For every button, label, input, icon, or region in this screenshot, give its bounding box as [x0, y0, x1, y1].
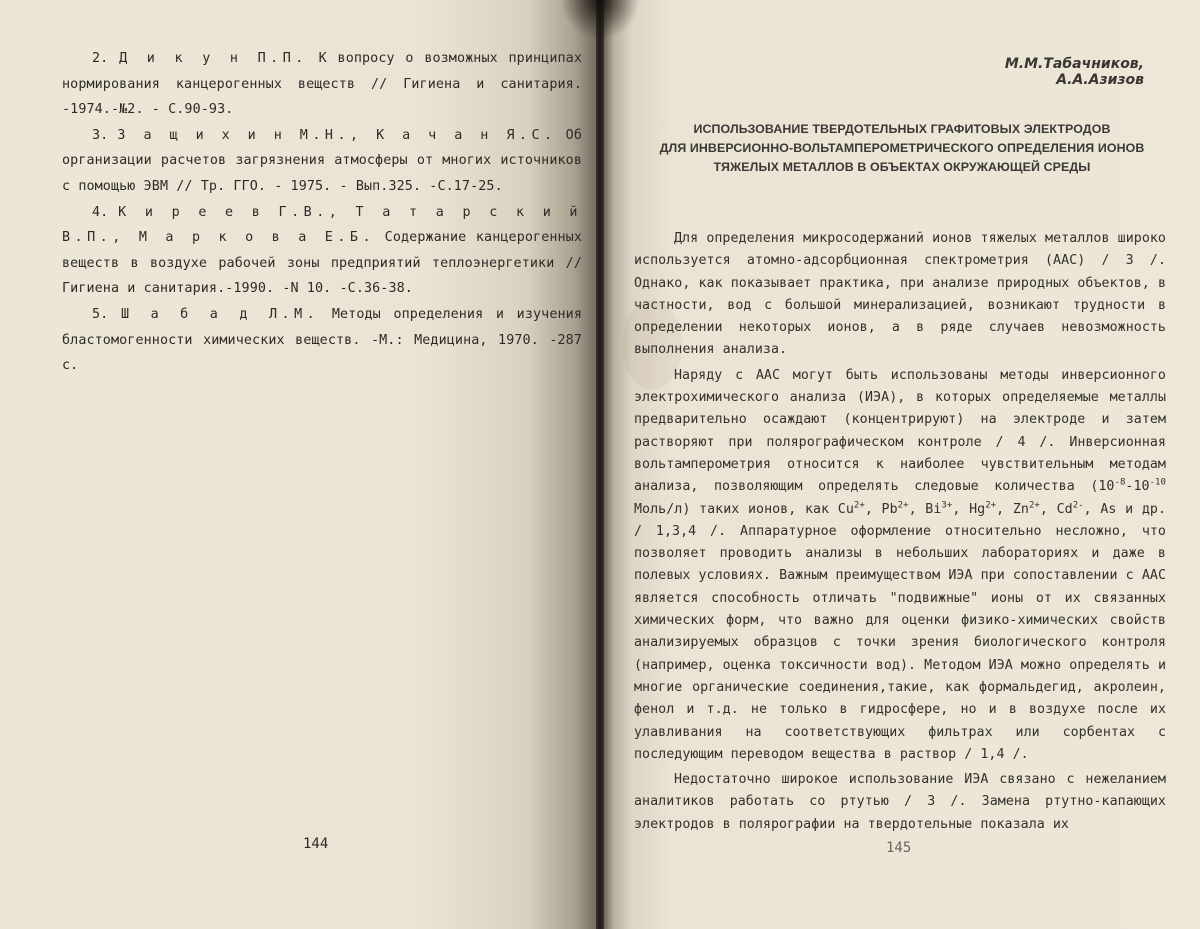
- reference-text: Методы определения и изучения бластомогенности химических веществ. -М.: Медицина, 1970. -287 с.: [62, 306, 582, 374]
- page-number-right: 145: [886, 840, 912, 856]
- page-number-left: 144: [303, 836, 329, 852]
- reference-item: 2. Д и к у н П.П. К вопросу о возможных принципах нормирования канцерогенных веществ // Гигиена и санитария. -1974.-№2. - С.90-93.: [62, 51, 582, 118]
- paragraph: Недостаточно широкое использование ИЭА связано с нежеланием аналитиков работать со ртутью / 3 /. Замена ртутно-капающих электродов в полярографии на твердотельные показала их: [634, 772, 1166, 832]
- reference-author: К и р е е в Г.В., Т а т а р с к и й В.П., М а р к о в а Е.Б.: [62, 204, 582, 246]
- gutter-shadow: [560, 0, 640, 40]
- article-body: [634, 228, 1166, 836]
- reference-author: Д и к у н П.П.: [119, 51, 308, 66]
- reference-author: З а щ и х и н М.Н., К а ч а н Я.С.: [117, 127, 557, 143]
- reference-author: Ш а б а д Л.М.: [120, 306, 320, 322]
- reference-text: Содержание канцерогенных веществ в воздухе рабочей зоны предприятий теплоэнергетики // Гигиена и санитария.-1990. -N 10. -С.36-38.: [62, 230, 583, 297]
- reference-list: [62, 46, 582, 379]
- reference-item: 5. Ш а б а д Л.М. Методы определения и изучения бластомогенности химических веществ. -М.: Медицина, 1970. -287 с.: [62, 306, 582, 374]
- title-line: ДЛЯ ИНВЕРСИОННО-ВОЛЬТАМПЕРОМЕТРИЧЕСКОГО ОПРЕДЕЛЕНИЯ ИОНОВ: [659, 141, 1145, 155]
- title-line: ТЯЖЕЛЫХ МЕТАЛЛОВ В ОБЪЕКТАХ ОКРУЖАЮЩЕЙ СРЕДЫ: [713, 160, 1091, 174]
- reference-text: Об организации расчетов загрязнения атмосферы от многих источников с помощью ЭВМ // Тр. ГГО. - 1975. - Вып.325. -С.17-25.: [62, 127, 582, 194]
- paragraph: Наряду с ААС могут быть использованы методы инверсионного электрохимического анализа (ИЭА), в которых определяемые металлы предварительно осаждают (концентрируют) на электроде и затем растворяют при полярографическом контроле / 4 /. Инверсионная вольтамперометрия относится к наиболее чувствительным методам анализа, позволяющим определять следовые количества ($10^{-8}-10^{-10}$ Моль/л) таких ионов, как $Cu^{2+}$, $Pb^{2+}$, $Bi^{3+}$, $Hg^{2+}$, $Zn^{2+}$, $Cd^{2-}$, As и др. / 1,3,4 /. Аппаратурное оформление относительно несложно, что позволяет проводить анализы в небольших лабораториях и даже в полевых условиях. Важным преимуществом ИЭА при сопоставлении с ААС является способность отличать "подвижные" ионы от их связанных химических форм, что важно для оценки физико-химических свойств анализируемых образцов с точки зрения биологического контроля (например, оценка токсичности вод). Методом ИЭА можно определять и многие органические соединения,такие, как формальдегид, акролеин, фенол и т.д. не только в гидросфере, но и в воздухе после их улавливания на соответствующих фильтрах или сорбентах с последующим переводом вещества в раствор / 1,4 /.: [634, 367, 1166, 762]
- right-page: [602, 0, 1200, 929]
- reference-item: 4. К и р е е в Г.В., Т а т а р с к и й В.П., М а р к о в а Е.Б. Содержание канцерогенных веществ в воздухе рабочей зоны предприятий теплоэнергетики // Гигиена и санитария.-1990. -N 10. -С.36-38.: [62, 204, 583, 297]
- reference-item: 3. З а щ и х и н М.Н., К а ч а н Я.С. Об организации расчетов загрязнения атмосферы от многих источников с помощью ЭВМ // Тр. ГГО. - 1975. - Вып.325. -С.17-25.: [62, 127, 582, 194]
- left-page: [0, 0, 598, 929]
- paragraph: Для определения микросодержаний ионов тяжелых металлов широко используется атомно-адсорбционная спектрометрия (ААС) / 3 /. Однако, как показывает практика, при анализе природных объектов, в частности, вод с большой минерализацией, возникают трудности в определении некоторых ионов, а в ряде случаев невозможность выполнения анализа.: [634, 231, 1166, 358]
- article-authors: М.М.Табачников, А.А.Азизов: [1004, 56, 1144, 88]
- reference-text: К вопросу о возможных принципах нормирования канцерогенных веществ // Гигиена и санитария. -1974.-№2. - С.90-93.: [62, 51, 582, 118]
- book-gutter: [596, 0, 604, 929]
- title-line: ИСПОЛЬЗОВАНИЕ ТВЕРДОТЕЛЬНЫХ ГРАФИТОВЫХ ЭЛЕКТРОДОВ: [693, 122, 1111, 136]
- article-title: [632, 120, 1172, 177]
